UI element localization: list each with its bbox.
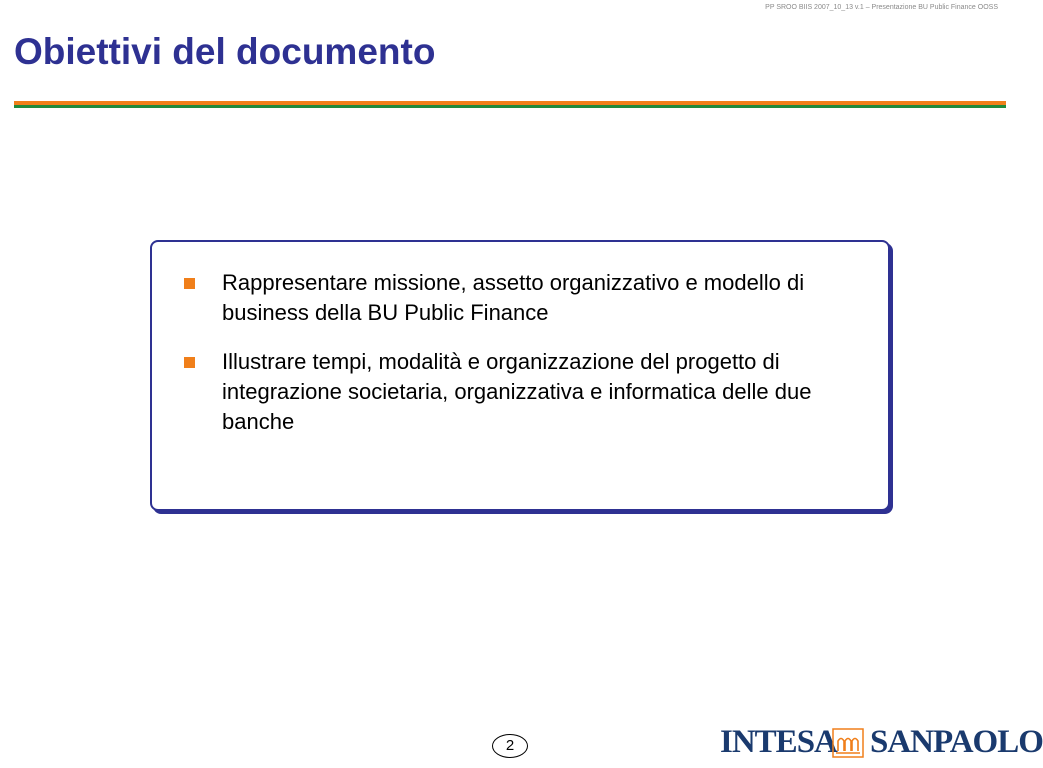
- page-number: 2: [492, 734, 528, 758]
- page-title: Obiettivi del documento: [14, 31, 436, 72]
- intesa-sanpaolo-mark-icon: [832, 728, 864, 758]
- title-underline-green: [14, 105, 1006, 108]
- intesa-sanpaolo-logo: [706, 714, 1043, 766]
- objective-bullet-1: Rappresentare missione, assetto organizzativo e modello di business della BU Public Finance: [222, 270, 805, 325]
- logo-word-intesa: INTESA: [720, 724, 837, 760]
- bullet-square-icon: [184, 278, 195, 289]
- objective-bullet-2: Illustrare tempi, modalità e organizzazione del progetto di integrazione societaria, organizzativa e informatica delle due banche: [222, 349, 812, 434]
- logo-word-sanpaolo: SANPAOLO: [870, 724, 1043, 760]
- objectives-box: [150, 240, 890, 511]
- document-reference: PP SROO BIIS 2007_10_13 v.1 – Presentazione BU Public Finance OOSS: [765, 4, 998, 11]
- bullet-square-icon: [184, 357, 195, 368]
